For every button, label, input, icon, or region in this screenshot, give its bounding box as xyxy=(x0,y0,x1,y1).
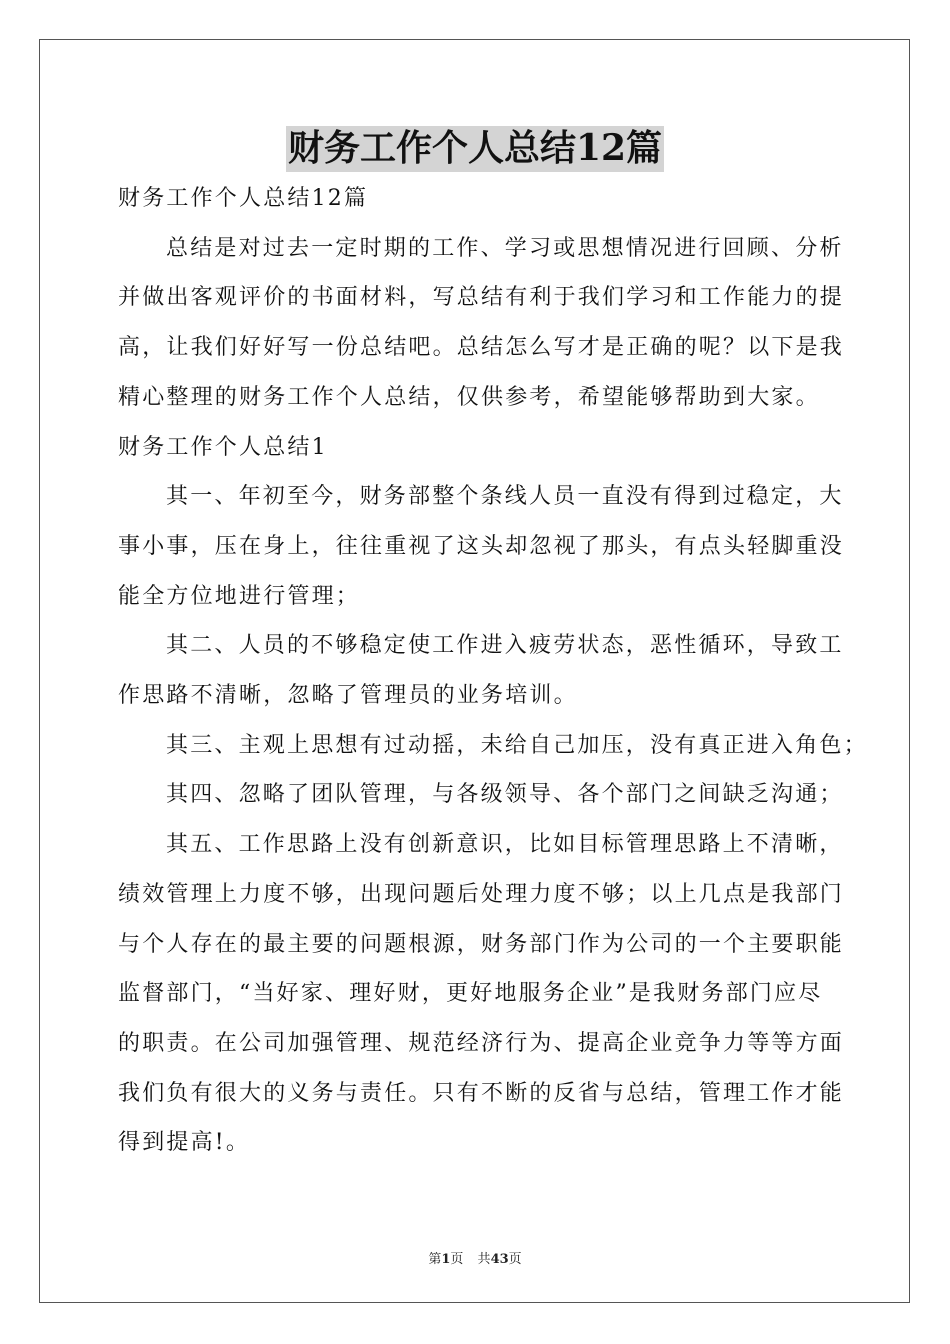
page-number: 1 xyxy=(441,1252,451,1267)
page-indicator: 第1页 xyxy=(428,1252,464,1267)
page-footer xyxy=(0,1248,950,1267)
text-line: 高，让我们好好写一份总结吧。总结怎么写才是正确的呢？以下是我 xyxy=(118,335,845,361)
text-line: 我们负有很大的义务与责任。只有不断的反省与总结，管理工作才能 xyxy=(118,1080,845,1106)
text-line: 总结是对过去一定时期的工作、学习或思想情况进行回顾、分析 xyxy=(166,235,844,261)
page-border xyxy=(39,39,910,1303)
text-line: 得到提高!。 xyxy=(118,1130,251,1156)
text-line: 其三、主观上思想有过动摇，未给自己加压，没有真正进入角色； xyxy=(166,732,868,758)
text-line: 其五、工作思路上没有创新意识，比如目标管理思路上不清晰， xyxy=(166,832,844,858)
text-line: 财务工作个人总结1 xyxy=(118,434,328,460)
text-line: 监督部门，“当好家、理好财，更好地服务企业”是我财务部门应尽 xyxy=(118,981,823,1007)
total-pages: 43 xyxy=(490,1252,509,1267)
text-line: 精心整理的财务工作个人总结，仅供参考，希望能够帮助到大家。 xyxy=(118,384,820,410)
text-line: 绩效管理上力度不够，出现问题后处理力度不够；以上几点是我部门 xyxy=(118,881,845,907)
text-line: 其一、年初至今，财务部整个条线人员一直没有得到过稳定，大 xyxy=(166,484,844,510)
text-line: 的职责。在公司加强管理、规范经济行为、提高企业竞争力等等方面 xyxy=(118,1030,845,1056)
text-line: 与个人存在的最主要的问题根源，财务部门作为公司的一个主要职能 xyxy=(118,931,845,957)
text-line: 能全方位地进行管理； xyxy=(118,583,361,609)
text-line: 财务工作个人总结12篇 xyxy=(118,186,369,211)
document-title: 财务工作个人总结12篇 xyxy=(286,126,664,172)
text-line: 并做出客观评价的书面材料，写总结有利于我们学习和工作能力的提 xyxy=(118,285,845,311)
document-title-heading xyxy=(0,126,950,172)
text-line: 其四、忽略了团队管理，与各级领导、各个部门之间缺乏沟通； xyxy=(166,782,844,808)
text-line: 其二、人员的不够稳定使工作进入疲劳状态，恶性循环，导致工 xyxy=(166,633,844,659)
text-line: 事小事，压在身上，往往重视了这头却忽视了那头，有点头轻脚重没 xyxy=(118,533,845,559)
total-pages-indicator: 共43页 xyxy=(477,1252,522,1267)
text-line: 作思路不清晰，忽略了管理员的业务培训。 xyxy=(118,683,578,708)
